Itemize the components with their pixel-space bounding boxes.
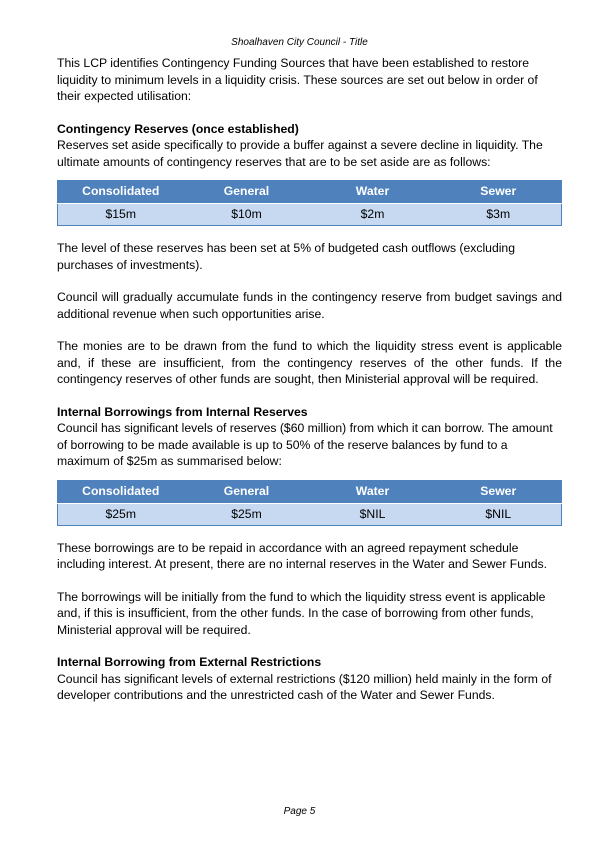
column-header-consolidated: Consolidated (58, 180, 184, 204)
intro-paragraph: This LCP identifies Contingency Funding Sources that have been established to restore liquidity to minimum levels in a liquidity crisis. These sources are set out below in order of their expected utilisation: (57, 56, 538, 103)
contingency-reserves-paragraph: Reserves set aside specifically to provide a buffer against a severe decline in liquidity. The ultimate amounts of contingency reserves that are to be set aside are as follows: (57, 138, 543, 169)
column-header-consolidated: Consolidated (58, 480, 184, 504)
repayment-paragraph: These borrowings are to be repaid in accordance with an agreed repayment schedule including interest. At present, there are no internal reserves in the Water and Sewer Funds. (57, 540, 548, 571)
column-header-sewer: Sewer (436, 480, 562, 504)
accumulate-funds-paragraph: Council will gradually accumulate funds in the contingency reserve from budget savings and additional revenue when such opportunities arise. (57, 290, 562, 321)
column-header-general: General (184, 180, 310, 204)
column-header-general: General (184, 480, 310, 504)
table-row (58, 503, 562, 525)
internal-borrowings-paragraph: Council has significant levels of reserves ($60 million) from which it can borrow. The amount of borrowing to be made available is up to 50% of the reserve balances by fund to a maximum of $25m as summarised below: (57, 421, 553, 468)
cell-consolidated: $25m (58, 503, 184, 525)
table-header-row (58, 480, 562, 504)
cell-water: $2m (310, 204, 436, 226)
document-body (57, 55, 562, 704)
page-number: Page 5 (283, 806, 316, 817)
table-row (58, 204, 562, 226)
page-header: Shoalhaven City Council - Title (231, 37, 368, 48)
cell-consolidated: $15m (58, 204, 184, 226)
borrowings-source-paragraph: The borrowings will be initially from the fund to which the liquidity stress event is applicable and, if this is insufficient, from the other funds. In the case of borrowing from other funds, Ministerial approval will be required. (57, 589, 546, 637)
column-header-water: Water (310, 480, 436, 504)
cell-general: $10m (184, 204, 310, 226)
cell-water: $NIL (310, 503, 436, 525)
cell-general: $25m (184, 503, 310, 525)
column-header-sewer: Sewer (436, 180, 562, 204)
column-header-water: Water (310, 180, 436, 204)
monies-drawn-paragraph: The monies are to be drawn from the fund to which the liquidity stress event is applicable and, if these are insufficient, from the contingency reserves of the other funds. If the contingency reserves of other funds are sought, then Ministerial approval will be required. (57, 339, 562, 386)
internal-borrowings-table (57, 480, 562, 526)
external-restrictions-paragraph: Council has significant levels of external restrictions ($120 million) held mainly in the form of developer contributions and the unrestricted cash of the Water and Sewer Funds. (57, 671, 552, 702)
table-header-row (58, 180, 562, 204)
contingency-reserves-heading: Contingency Reserves (once established) (57, 121, 299, 136)
external-restrictions-heading: Internal Borrowing from External Restrictions (57, 655, 322, 669)
cell-sewer: $3m (436, 204, 562, 226)
reserve-level-paragraph: The level of these reserves has been set at 5% of budgeted cash outflows (excluding purchases of investments). (57, 241, 515, 272)
internal-borrowings-heading: Internal Borrowings from Internal Reserves (57, 404, 308, 419)
cell-sewer: $NIL (436, 503, 562, 525)
contingency-reserves-table (57, 180, 562, 226)
